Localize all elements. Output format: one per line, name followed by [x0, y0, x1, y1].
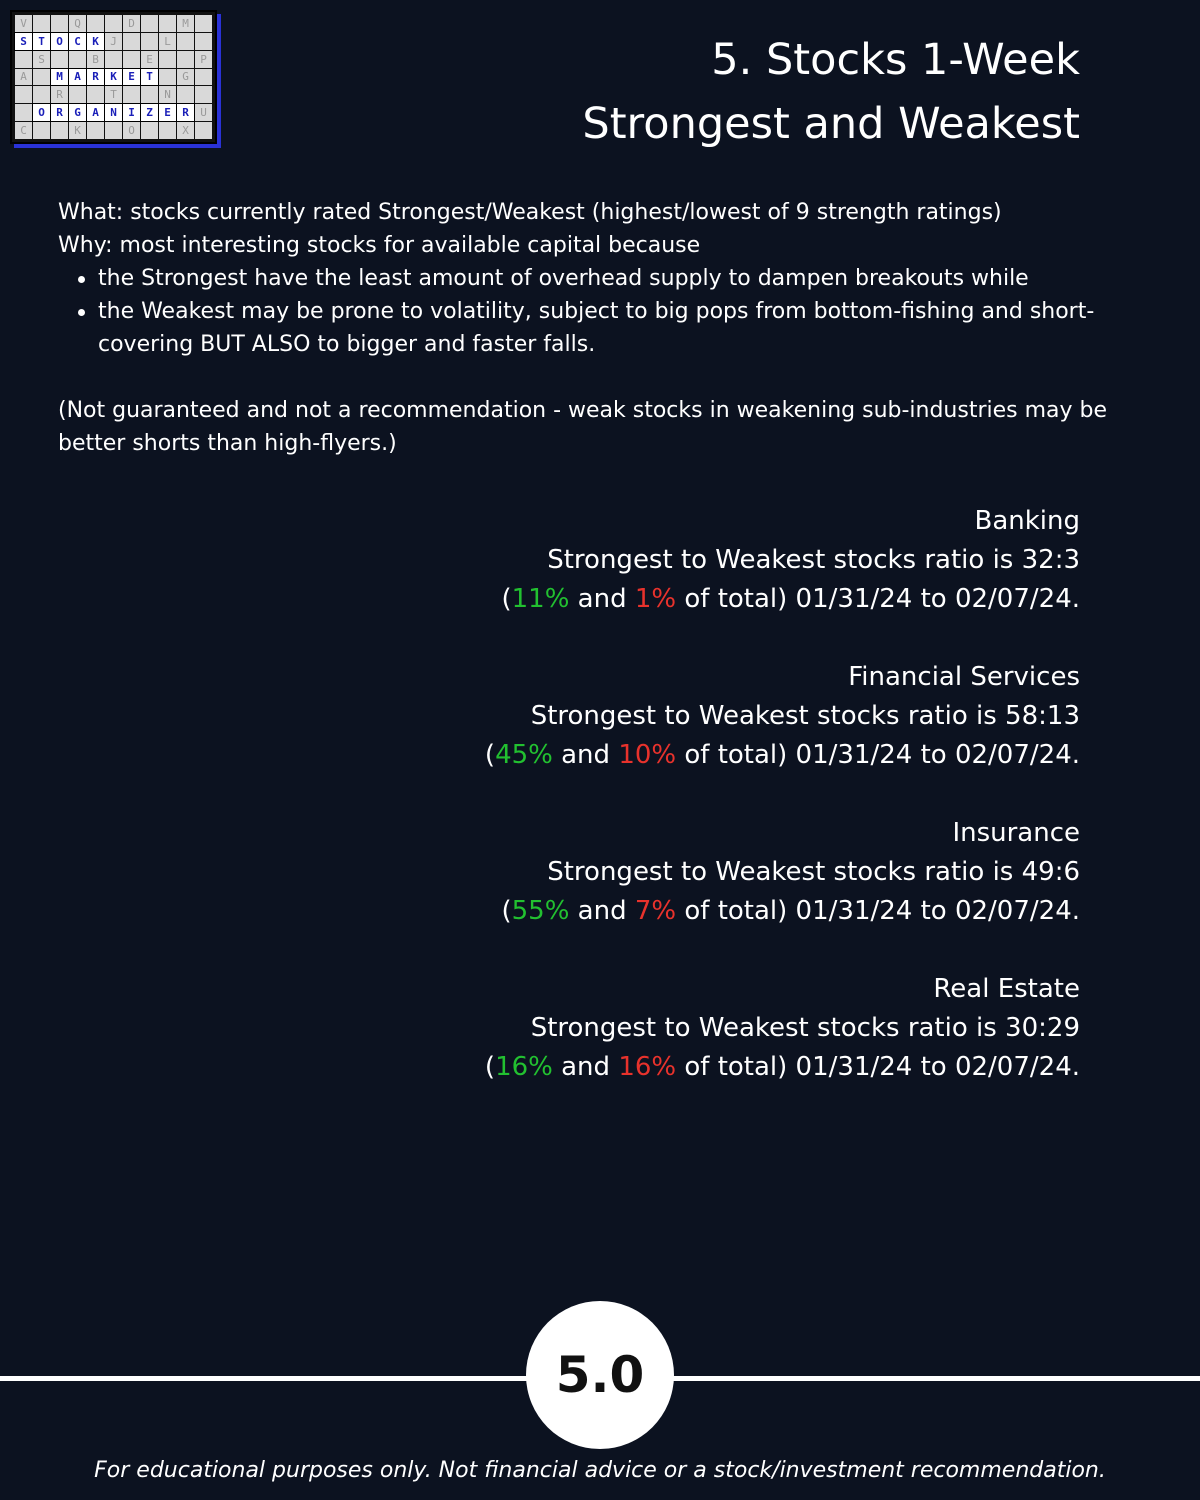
open-paren: (: [484, 740, 496, 770]
logo-letter-grid: [15, 15, 212, 139]
sector-block-banking: [485, 502, 1080, 619]
sector-ratio: Strongest to Weakest stocks ratio is 32:3: [547, 545, 1080, 575]
and-word: and: [569, 896, 635, 926]
title-line-1: 5. Stocks 1-Week: [711, 35, 1080, 85]
logo-letter: N: [105, 104, 122, 121]
logo-letter: K: [105, 69, 122, 86]
logo-filler-cell: [195, 33, 212, 50]
logo-filler-cell: [33, 15, 50, 32]
logo-filler-cell: [87, 15, 104, 32]
logo-letter: C: [69, 33, 86, 50]
logo-filler-cell: U: [195, 104, 212, 121]
sector-period: of total) 01/31/24 to 02/07/24.: [684, 584, 1080, 614]
sector-block-insurance: [485, 814, 1080, 931]
logo-filler-cell: X: [177, 122, 194, 139]
logo-letter: A: [69, 69, 86, 86]
open-paren: (: [501, 584, 512, 614]
sector-name: Insurance: [952, 818, 1080, 848]
weakest-percent: 16%: [618, 1052, 677, 1082]
what-text: What: stocks currently rated Strongest/Weakest (highest/lowest of 9 strength ratings): [58, 200, 1002, 225]
logo-filler-cell: D: [123, 15, 140, 32]
weakest-percent: 10%: [618, 740, 677, 770]
logo-letter: R: [87, 69, 104, 86]
logo-filler-cell: C: [15, 122, 32, 139]
reason-item: the Strongest have the least amount of overhead supply to dampen breakouts while: [98, 262, 1138, 295]
intro-text: [58, 196, 1138, 460]
disclaimer-note: (Not guaranteed and not a recommendation - weak stocks in weakening sub-industries may be better shorts than high-flyers.): [58, 398, 1108, 456]
title-line-2: Strongest and Weakest: [582, 99, 1080, 149]
logo-filler-cell: N: [159, 86, 176, 103]
logo-filler-cell: [195, 122, 212, 139]
logo-filler-cell: J: [105, 33, 122, 50]
sector-block-financial-services: [485, 658, 1080, 775]
sector-percentages: [485, 580, 1080, 619]
logo-letter: A: [87, 104, 104, 121]
sector-period: of total) 01/31/24 to 02/07/24.: [684, 896, 1080, 926]
page-title: [582, 28, 1080, 156]
open-paren: (: [484, 1052, 496, 1082]
and-word: and: [569, 584, 635, 614]
logo-filler-cell: [51, 122, 68, 139]
sector-ratio: Strongest to Weakest stocks ratio is 49:6: [547, 857, 1080, 887]
sector-percentages: [485, 892, 1080, 931]
logo-letter: K: [87, 33, 104, 50]
logo-filler-cell: G: [177, 69, 194, 86]
footer-disclaimer: For educational purposes only. Not financial advice or a stock/investment recommendation.: [94, 1458, 1106, 1483]
logo-filler-cell: [105, 15, 122, 32]
logo-filler-cell: [123, 86, 140, 103]
logo-filler-cell: P: [195, 51, 212, 68]
logo-filler-cell: [87, 122, 104, 139]
logo-filler-cell: [141, 86, 158, 103]
logo-filler-cell: [177, 51, 194, 68]
logo-filler-cell: Q: [69, 15, 86, 32]
logo-letter: O: [33, 104, 50, 121]
logo-filler-cell: [159, 122, 176, 139]
strongest-percent: 55%: [511, 896, 570, 926]
stock-market-organizer-logo: [10, 10, 217, 144]
logo-letter: Z: [141, 104, 158, 121]
logo-letter: R: [51, 104, 68, 121]
logo-filler-cell: [69, 51, 86, 68]
sector-ratio: Strongest to Weakest stocks ratio is 58:13: [530, 701, 1080, 731]
logo-filler-cell: [15, 104, 32, 121]
reason-item: the Weakest may be prone to volatility, subject to big pops from bottom-fishing and short-covering BUT ALSO to bigger and faster falls.: [98, 295, 1138, 361]
logo-letter: R: [177, 104, 194, 121]
logo-filler-cell: B: [87, 51, 104, 68]
logo-filler-cell: [159, 69, 176, 86]
logo-filler-cell: [105, 51, 122, 68]
logo-letter: S: [15, 33, 32, 50]
and-word: and: [552, 740, 619, 770]
logo-filler-cell: T: [105, 86, 122, 103]
logo-letter: O: [51, 33, 68, 50]
logo-filler-cell: [159, 51, 176, 68]
logo-filler-cell: [195, 69, 212, 86]
sector-name: Real Estate: [933, 974, 1080, 1004]
logo-filler-cell: [51, 15, 68, 32]
sector-period: of total) 01/31/24 to 02/07/24.: [684, 1052, 1080, 1082]
sector-list: [485, 502, 1080, 1126]
sector-percentages: [485, 736, 1080, 775]
logo-filler-cell: [159, 15, 176, 32]
logo-letter: G: [69, 104, 86, 121]
logo-filler-cell: O: [123, 122, 140, 139]
logo-filler-cell: [123, 33, 140, 50]
logo-filler-cell: [33, 122, 50, 139]
reason-list: [58, 262, 1138, 361]
logo-letter: E: [123, 69, 140, 86]
sector-percentages: [485, 1048, 1080, 1087]
logo-filler-cell: [33, 69, 50, 86]
logo-filler-cell: [69, 86, 86, 103]
logo-filler-cell: [195, 15, 212, 32]
logo-letter: T: [33, 33, 50, 50]
weakest-percent: 7%: [634, 896, 677, 926]
logo-filler-cell: [15, 86, 32, 103]
logo-filler-cell: M: [177, 15, 194, 32]
logo-letter: T: [141, 69, 158, 86]
logo-letter: I: [123, 104, 140, 121]
and-word: and: [552, 1052, 619, 1082]
logo-filler-cell: E: [141, 51, 158, 68]
logo-filler-cell: [141, 15, 158, 32]
sector-ratio: Strongest to Weakest stocks ratio is 30:29: [530, 1013, 1080, 1043]
logo-letter: E: [159, 104, 176, 121]
logo-filler-cell: [177, 86, 194, 103]
logo-filler-cell: [177, 33, 194, 50]
logo-filler-cell: [87, 86, 104, 103]
sector-block-real-estate: [485, 970, 1080, 1087]
logo-filler-cell: A: [15, 69, 32, 86]
strongest-percent: 11%: [511, 584, 570, 614]
logo-filler-cell: R: [51, 86, 68, 103]
logo-filler-cell: V: [15, 15, 32, 32]
logo-filler-cell: [15, 51, 32, 68]
logo-letter: M: [51, 69, 68, 86]
sector-period: of total) 01/31/24 to 02/07/24.: [684, 740, 1080, 770]
strongest-percent: 16%: [495, 1052, 553, 1082]
logo-filler-cell: [105, 122, 122, 139]
logo-filler-cell: S: [33, 51, 50, 68]
sector-name: Financial Services: [848, 662, 1080, 692]
logo-filler-cell: [51, 51, 68, 68]
strongest-percent: 45%: [495, 740, 553, 770]
sector-name: Banking: [974, 506, 1080, 536]
page-number-badge: 5.0: [526, 1301, 674, 1449]
logo-filler-cell: [141, 122, 158, 139]
why-text: Why: most interesting stocks for available capital because: [58, 233, 701, 258]
logo-filler-cell: [123, 51, 140, 68]
weakest-percent: 1%: [634, 584, 677, 614]
logo-filler-cell: L: [159, 33, 176, 50]
logo-filler-cell: [33, 86, 50, 103]
logo-filler-cell: K: [69, 122, 86, 139]
open-paren: (: [501, 896, 512, 926]
logo-filler-cell: [195, 86, 212, 103]
logo-filler-cell: [141, 33, 158, 50]
